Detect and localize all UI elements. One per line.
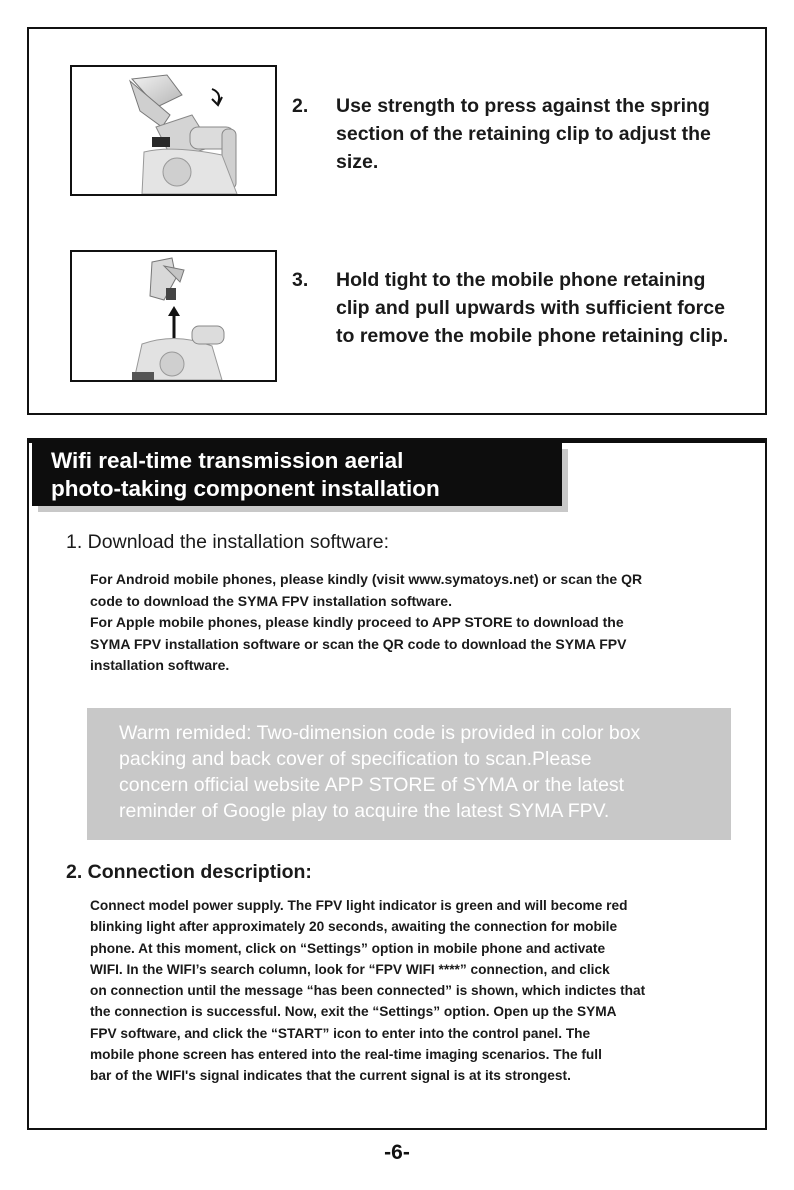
step-2-line-2: section of the retaining clip to adjust the	[336, 123, 711, 145]
connection-line-7: FPV software, and click the “START” icon to enter into the control panel. The	[90, 1025, 591, 1041]
warm-reminder-notice	[87, 708, 731, 840]
step-3-number: 3.	[292, 269, 309, 291]
download-line-2: code to download the SYMA FPV installation software.	[90, 592, 452, 609]
clip-remove-illustration	[70, 250, 277, 382]
notice-line-2: packing and back cover of specification to scan.Please	[119, 748, 592, 770]
connection-line-4: WIFI. In the WIFI’s search column, look for “FPV WIFI ****” connection, and click	[90, 961, 610, 977]
connection-line-8: mobile phone screen has entered into the real-time imaging scenarios. The full	[90, 1047, 602, 1063]
connection-instructions	[90, 895, 750, 1087]
connection-line-5: on connection until the message “has been connected” is shown, which indictes that	[90, 983, 646, 999]
controller-clip-remove-drawing	[72, 252, 275, 380]
step-3-line-1: Hold tight to the mobile phone retaining	[336, 269, 706, 291]
download-heading: 1. Download the installation software:	[66, 531, 390, 553]
connection-line-1: Connect model power supply. The FPV light indicator is green and will become red	[90, 898, 628, 913]
connection-line-2: blinking light after approximately 20 seconds, awaiting the connection for mobile	[90, 919, 618, 935]
download-line-3: For Apple mobile phones, please kindly proceed to APP STORE to download the	[90, 614, 624, 630]
download-instructions	[90, 569, 750, 677]
connection-line-6: the connection is successful. Now, exit the “Settings” option. Open up the SYMA	[90, 1004, 617, 1020]
connection-line-3: phone. At this moment, click on “Settings” option in mobile phone and activate	[90, 940, 606, 956]
step-3-remove-clip	[292, 266, 754, 350]
step-2-adjust-clip	[292, 92, 754, 176]
controller-clip-drawing	[72, 67, 275, 194]
download-line-5: installation software.	[90, 657, 230, 673]
clip-adjust-illustration	[70, 65, 277, 196]
step-2-line-3: size.	[336, 151, 379, 173]
connection-line-9: bar of the WIFI's signal indicates that the current signal is at its strongest.	[90, 1068, 571, 1084]
step-2-number: 2.	[292, 95, 309, 117]
download-line-4: SYMA FPV installation software or scan the QR code to download the SYMA FPV	[90, 635, 627, 652]
download-line-1: For Android mobile phones, please kindly (visit www.symatoys.net) or scan the QR	[90, 571, 643, 587]
step-3-line-3: to remove the mobile phone retaining clip.	[336, 325, 729, 347]
section-title-line-1: Wifi real-time transmission aerial	[51, 448, 404, 473]
section-title-line-2: photo-taking component installation	[51, 476, 440, 501]
notice-line-4: reminder of Google play to acquire the latest SYMA FPV.	[119, 800, 610, 822]
step-3-line-2: clip and pull upwards with sufficient force	[336, 297, 725, 319]
notice-line-1: Warm remided: Two-dimension code is provided in color box	[119, 722, 641, 744]
wifi-installation-box	[27, 438, 767, 1130]
step-2-line-1: Use strength to press against the spring	[336, 95, 710, 117]
section-title	[32, 443, 562, 506]
connection-heading: 2. Connection description:	[66, 861, 312, 883]
notice-line-3: concern official website APP STORE of SYMA or the latest	[119, 774, 625, 796]
clip-instructions-box	[27, 27, 767, 415]
page-number: -6-	[384, 1141, 410, 1164]
